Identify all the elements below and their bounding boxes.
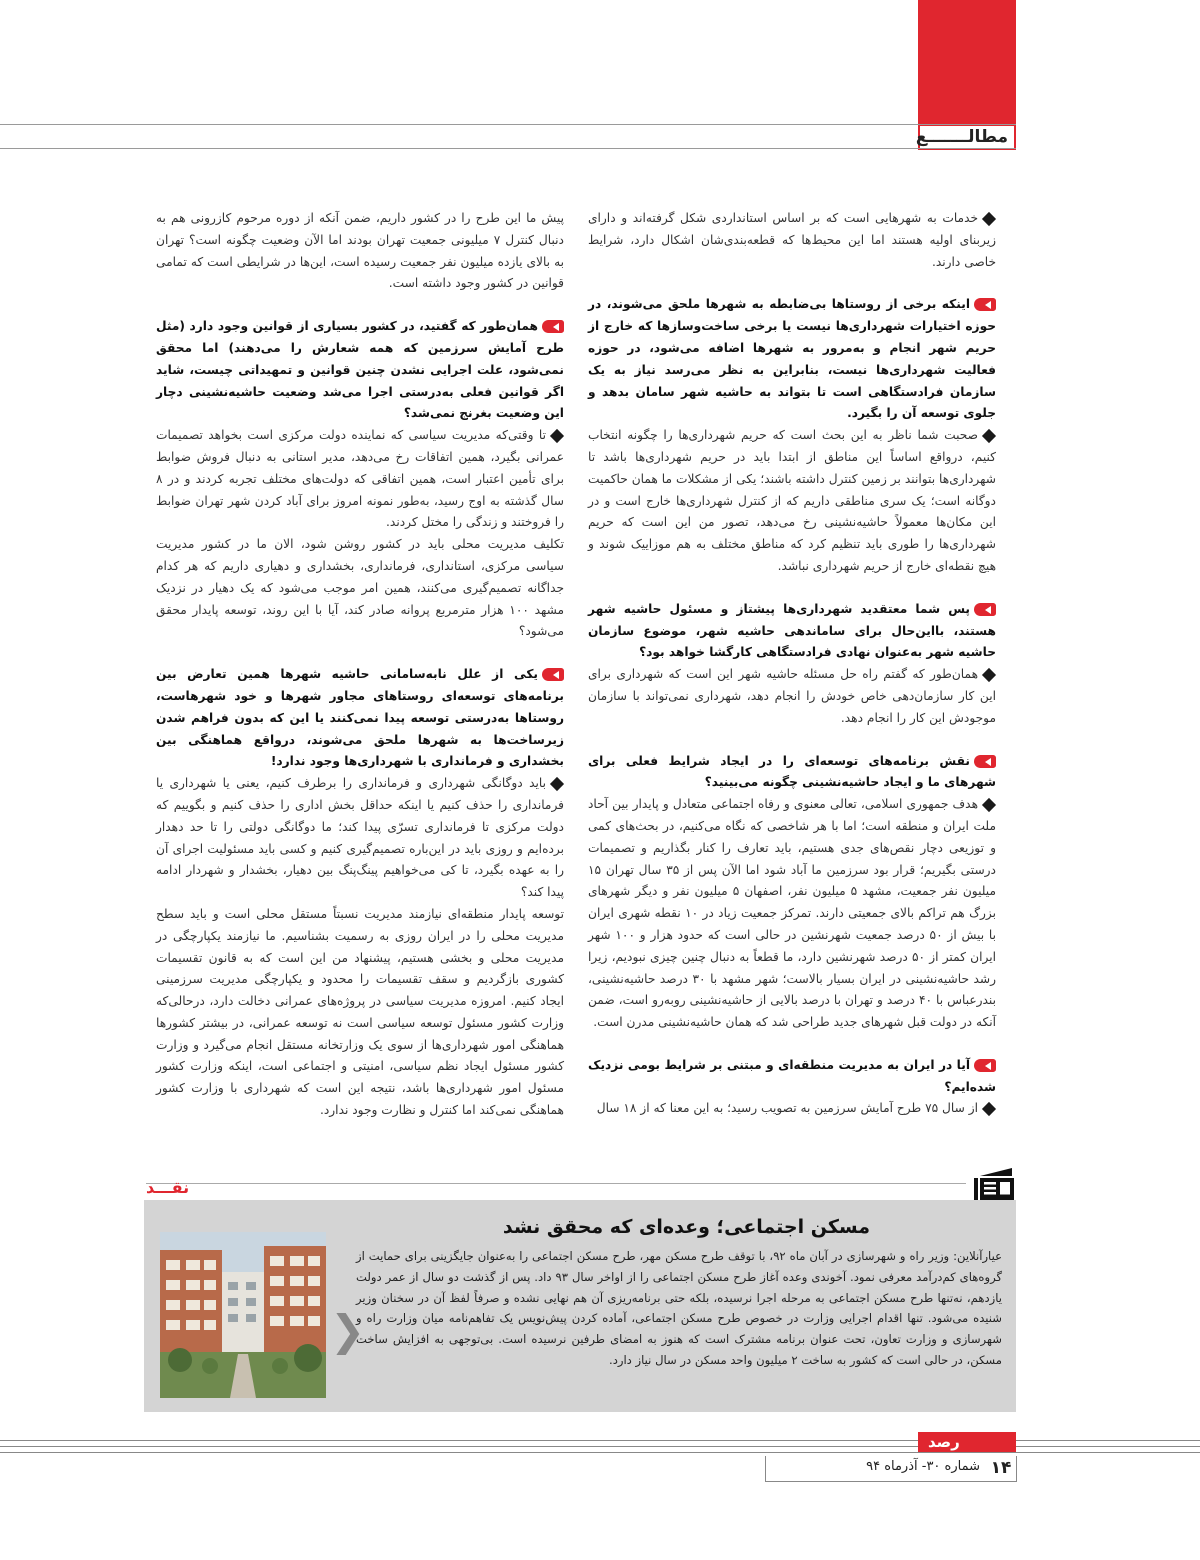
- housing-photo: [160, 1232, 326, 1398]
- answer-marker-icon: [982, 1102, 996, 1116]
- question-marker-icon: [974, 755, 996, 768]
- paragraph-text: پس شما معتقدید شهرداری‌ها پیشتاز و مسئول حاشیه شهر هستند، بااین‌حال برای ساماندهی حاشیه شهر، موضوع سازمان حاشیه شهر به‌عنوان نهادی فرادستگاهی کارگشا خواهد بود؟: [588, 601, 996, 660]
- paragraph-text: از سال ۷۵ طرح آمایش سرزمین به تصویب رسید؛ به این معنا که از ۱۸ سال: [596, 1101, 978, 1116]
- paragraph-text: همان‌طور که گفتم راه حل مسئله حاشیه شهر این است که شهرداری برای این کار سازمان‌دهی خاص خودش را انجام دهد، شهرداری نمی‌تواند با سازمان موجودش این کار را انجام دهد.: [588, 667, 996, 725]
- paragraph: [156, 208, 564, 295]
- interview-question: [588, 294, 996, 425]
- page-number: ۱۴: [990, 1458, 1012, 1478]
- footer-rule-2: [0, 1446, 1200, 1447]
- paragraph: [156, 534, 564, 643]
- interview-question: [156, 664, 564, 773]
- chevron-left-icon: ❮: [330, 1306, 366, 1355]
- interview-answer: [156, 773, 564, 904]
- answer-marker-icon: [550, 429, 564, 443]
- paragraph-text: همان‌طور که گفتید، در کشور بسیاری از قوانین وجود دارد (مثل طرح آمایش سرزمین که همه شعارش را می‌دهند) اما محقق نمی‌شود، علت اجرایی نشدن چنین قوانین و تمهیداتی چیست، شاید اگر قوانین فعلی به‌درستی اجرا می‌شد وضعیت حاشیه‌نشینی دچار این وضعیت بغرنج نمی‌شد؟: [156, 319, 564, 421]
- magazine-logo: رصد: [918, 1432, 1016, 1452]
- interview-question: [588, 1055, 996, 1099]
- paragraph-text: توسعه پایدار منطقه‌ای نیازمند مدیریت نسبتاً مستقل محلی است و باید سطح مدیریت محلی را در ایران روزی به رسمیت بشناسیم. ما نیازمند یکپارچگی در مدیریت محلی و بخشی هستیم، پیشنهاد من این است که به قانون تقسیمات کشوری بازگردیم و سقف تقسیمات را محدود و یکپارچگی مدیریت سرزمینی ایجاد کنیم. امروزه مدیریت سیاسی در پروژه‌های عمرانی دخالت دارد، درحالی‌که وزارت کشور مسئول توسعه سیاسی است نه توسعه عمرانی، در بیشتر کشورها هماهنگی امور شهرداری‌ها از سوی یک وزارتخانه مستقل انجام می‌گیرد و وزارت کشور مسئول ایجاد نظم سیاسی، امنیتی و اجتماعی است، اینکه وزارت کشور مسئول امور شهرداری‌ها باشد، نتیجه این است که شهرداری با وزارت کشور هماهنگی نمی‌کند اما کنترل و نظارت وجود ندارد.: [156, 906, 564, 1118]
- paragraph-text: تکلیف مدیریت محلی باید در کشور روشن شود، الان ما در کشور مدیریت سیاسی مرکزی، استانداری، فرمانداری، بخشداری و دهیاری داریم که هر کدام جداگانه تصمیم‌گیری می‌کنند، همین امر موجب می‌شود که یک دهیار در نزدیک مشهد ۱۰۰ هزار مترمربع پروانه صادر کند، آیا با این روند، توسعه پایدار محقق می‌شود؟: [156, 537, 564, 639]
- interview-answer: [588, 664, 996, 729]
- interview-answer: [588, 425, 996, 578]
- paragraph-text: تا وقتی‌که مدیریت سیاسی که نماینده دولت مرکزی است بخواهد تصمیمات عمرانی بگیرد، همین اتفاقات رخ می‌دهد، مدیر استانی به دنبال فروش ضوابط برای تأمین اعتبار است، همین اتفاقی که دولت‌های مختلف تجربه کردند و در ۸ سال گذشته به اوج رسید، به‌طور نمونه امروز برای آباد کردن شهر تهران ضوابط را فروختند و زندگی را مختل کردند.: [156, 428, 564, 530]
- answer-marker-icon: [982, 798, 996, 812]
- paragraph-text: هدف جمهوری اسلامی، تعالی معنوی و رفاه اجتماعی متعادل و پایدار بین آحاد ملت ایران و منطقه است؛ اما با هر شاخصی که نگاه می‌کنیم، در بحث‌های کمی و توزیعی دچار نقص‌های جدی هستیم، باید تعارف را کنار بگذاریم و تصمیمات درستی بگیریم؛ قرار بود سرزمین ما آباد شود اما الآن پس از ۳۵ سال تهران ۱۵ میلیون نفر جمعیت، مشهد ۵ میلیون نفر، اصفهان ۵ میلیون نفر و دیگر شهرهای بزرگ هم تراکم بالای جمعیتی دارند. تمرکز جمعیت زیاد در ۱۰ نقطه شهری ایران با بیش از ۵۰ درصد جمعیت شهرنشین در حالی است که حدود هزار و ۱۰۰ شهر ایران کمتر از ۵۰ درصد شهرنشین دارد، ما قطعاً به دنبال چنین چیزی نبودیم، زیرا رشد حاشیه‌نشینی در ایران بسیار بالاست؛ شهر مشهد با ۳۰ درصد حاشیه‌نشینی، بندرعباس با ۴۰ درصد و تهران با درصد بالایی از حاشیه‌نشینی روبه‌رو است، ضمن آنکه در دولت قبل شهرهای جدید طراحی شد که همان حاشیه‌نشینی مدرن است.: [588, 797, 997, 1030]
- answer-marker-icon: [982, 668, 996, 682]
- interview-question: [156, 316, 564, 425]
- interview-answer: [588, 1098, 996, 1120]
- answer-marker-icon: [982, 211, 996, 225]
- paragraph-text: پیش ما این طرح را در کشور داریم، ضمن آنکه از دوره مرحوم کازرونی هم به دنبال کنترل ۷ میلیونی جمعیت تهران بودند اما الآن وضعیت چگونه است؟ تهران به بالای یازده میلیون نفر جمعیت رسیده است، این‌ها در شرایطی است که تمامی قوانین در کشور وجود داشته است.: [156, 211, 564, 291]
- paragraph-text: نقش برنامه‌های توسعه‌ای را در ایجاد شرایط فعلی برای شهرهای ما و ایجاد حاشیه‌نشینی چگونه می‌بینید؟: [588, 753, 996, 790]
- critique-body: عیارآنلاین: وزیر راه و شهرسازی در آبان ماه ۹۲، با توقف طرح مسکن مهر، طرح مسکن اجتماعی را به‌عنوان جایگزینی برای حمایت از گروه‌های کم‌درآمد معرفی نمود. آخوندی وعده آغاز طرح مسکن اجتماعی را از اواخر سال ۹۳ داد. پس از گذشت دو سال از عمر دولت یازدهم، نه‌تنها طرح مسکن اجتماعی به مرحله اجرا نرسیده، بلکه حتی برنامه‌ریزی آن هم نهایی نشده و صرفاً لفظ آن در سخنان وزیر شنیده می‌شود. تنها اقدام اجرایی وزارت در خصوص طرح مسکن اجتماعی، آماده کردن پیش‌نویس یک تفاهم‌نامه میان وزارت راه و شهرسازی و وزارت تعاون، تحت عنوان برنامه مشترک است که هنوز به امضای طرفین نرسیده است. بی‌توجهی به افزایش ساخت مسکن، در حالی است که کشور به ساخت ۲ میلیون واحد مسکن در سال نیاز دارد.: [356, 1249, 1002, 1367]
- section-title: مطالـــــــع: [920, 126, 1014, 148]
- answer-marker-icon: [550, 777, 564, 791]
- paragraph-text: خدمات به شهرهایی است که بر اساس استانداردی شکل گرفته‌اند و دارای زیربنای اولیه هستند اما این محیط‌ها که قطعه‌بندی‌شان اشکال دارد، شرایط خاصی دارند.: [588, 211, 996, 269]
- interview-answer: [588, 794, 996, 1034]
- interview-question: [588, 751, 996, 795]
- paragraph-text: صحبت شما ناظر به این بحث است که حریم شهرداری‌ها را چگونه انتخاب کنیم، درواقع اساساً این مناطق از ابتدا باید در حریم شهرداری‌ها باشد تا شهرداری‌ها بتوانند بر زمین کنترل داشته باشند؛ یکی از مشکلات ما همان حاکمیت دوگانه است؛ یک سری مناطقی داریم که از کنترل شهرداری‌ها خارج است و در این مکان‌ها معمولاً حاشیه‌نشینی رخ می‌دهد، تصور من این است که حریم شهرداری‌ها را طوری باید تنظیم کرد که مناطق مختلف به هم موزاییک شوند و هیچ نقطه‌ای خارج از حریم شهرداری نباشد.: [588, 428, 996, 573]
- critique-title: مسکن اجتماعی؛ وعده‌ای که محقق نشد: [502, 1216, 870, 1238]
- article-left-column: [156, 208, 564, 1122]
- question-marker-icon: [974, 603, 996, 616]
- paragraph-text: آیا در ایران به مدیریت منطقه‌ای و مبتنی بر شرایط بومی نزدیک شده‌ایم؟: [588, 1057, 996, 1094]
- footer-rule-1: [0, 1440, 1200, 1441]
- critique-label: نقـــد: [146, 1178, 190, 1197]
- interview-answer: [588, 208, 996, 273]
- answer-marker-icon: [982, 429, 996, 443]
- issue-info: شماره ۳۰- آذرماه ۹۴: [866, 1459, 980, 1474]
- paragraph: [156, 904, 564, 1122]
- interview-question: [588, 599, 996, 664]
- critique-rule: [146, 1183, 966, 1184]
- question-marker-icon: [542, 320, 564, 333]
- interview-answer: [156, 425, 564, 534]
- question-marker-icon: [974, 1059, 996, 1072]
- newspaper-icon: [960, 1168, 1016, 1202]
- critique-box: [144, 1200, 1016, 1412]
- header-rule-top: [0, 124, 1016, 125]
- question-marker-icon: [974, 298, 996, 311]
- footer-rule-3: [0, 1452, 1200, 1453]
- article-right-column: [588, 208, 996, 1120]
- paragraph-text: اینکه برخی از روستاها بی‌ضابطه به شهرها ملحق می‌شوند، در حوزه اختیارات شهرداری‌ها نیست یا برخی ساخت‌وسازها که خارج از حریم شهر انجام و به‌مرور به شهرها اضافه می‌شود، در حوزه فعالیت شهرداری‌ها نیست، بنابراین به نظر می‌رسد نیاز به یک سازمان فرادستگاهی است تا بتواند به حاشیه شهر سامان بدهد و جلوی توسعه آن را بگیرد.: [588, 297, 996, 421]
- paragraph-text: باید دوگانگی شهرداری و فرمانداری را برطرف کنیم، یعنی یا شهرداری یا فرمانداری را حذف کنیم یا اینکه حداقل بخش اداری را حذف کنیم و بگوییم که دولت مرکزی تا فرمانداری تسرّی پیدا کند؛ ما دوگانگی دولتی را تا حد دهدار برده‌ایم و روزی باید در این‌باره تصمیم‌گیری کنیم و کسی باید مسئولیت اجرای آن را به عهده بگیرد، تا کی می‌خواهیم پینگ‌پنگ بین دهیار، بخشدار و شهردار ادامه پیدا کند؟: [156, 776, 564, 900]
- paragraph-text: یکی از علل نابه‌سامانی حاشیه شهرها همین تعارض بین برنامه‌های توسعه‌ای روستاهای مجاور شهرها و خود شهرهاست، روستاها به‌درستی توسعه پیدا نمی‌کنند یا این که بدون فراهم شدن زیرساخت‌ها به شهرها ملحق می‌شوند، درواقع هماهنگی بین بخشداری و فرمانداری با شهرداری‌ها وجود ندارد!: [156, 667, 564, 769]
- question-marker-icon: [542, 668, 564, 681]
- header-rule-bottom: [0, 148, 1016, 149]
